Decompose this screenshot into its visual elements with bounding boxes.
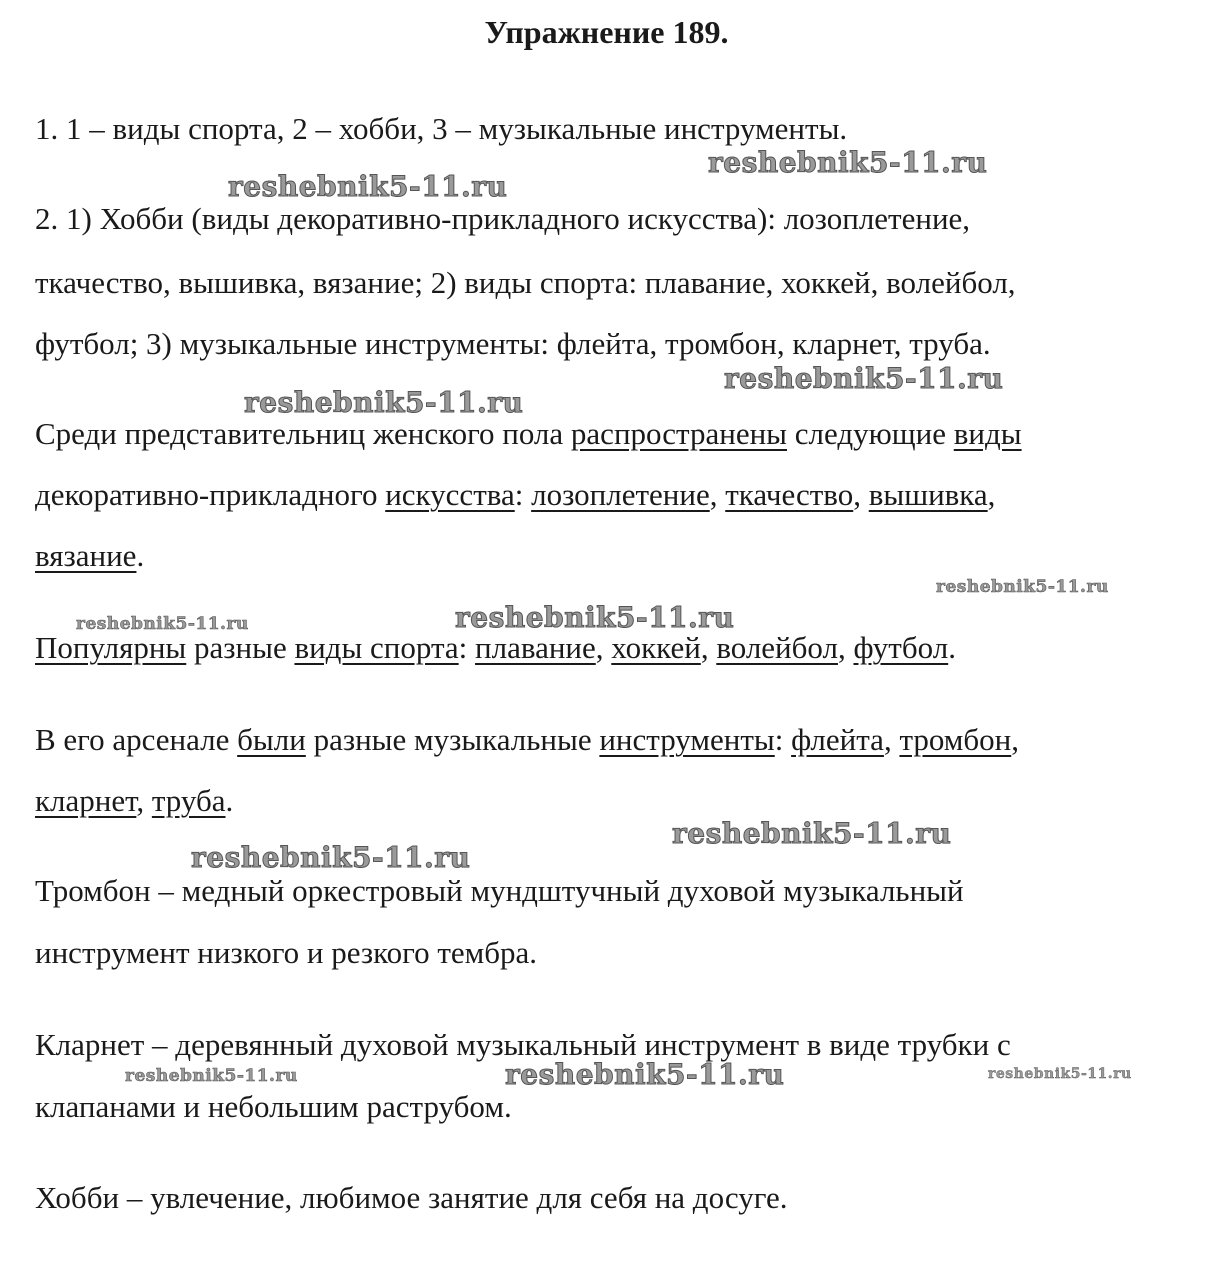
watermark: reshebnik5-11.ru [228, 170, 508, 203]
watermark: reshebnik5-11.ru [76, 614, 249, 634]
answer-1: 1. 1 – виды спорта, 2 – хобби, 3 – музыкальные инструменты. [35, 111, 848, 146]
watermark: reshebnik5-11.ru [988, 1066, 1132, 1082]
sentence-1-line-2: декоративно-прикладного искусства: лозоплетение, ткачество, вышивка, [35, 477, 996, 512]
watermark: reshebnik5-11.ru [672, 817, 952, 850]
page-title: Упражнение 189. [484, 14, 729, 50]
sentence-2: Популярны разные виды спорта: плавание, хоккей, волейбол, футбол. [35, 630, 956, 665]
watermark: reshebnik5-11.ru [936, 577, 1109, 597]
sentence-1-line-3: вязание. [35, 538, 145, 573]
definition-clarinet-line-1: Кларнет – деревянный духовой музыкальный инструмент в виде трубки с [35, 1027, 1011, 1062]
answer-2-line-1: 2. 1) Хобби (виды декоративно-прикладного искусства): лозоплетение, [35, 201, 971, 236]
definition-trombone-line-1: Тромбон – медный оркестровый мундштучный духовой музыкальный [35, 873, 964, 908]
definition-hobby: Хобби – увлечение, любимое занятие для себя на досуге. [35, 1180, 788, 1215]
watermark: reshebnik5-11.ru [455, 601, 735, 634]
watermark: reshebnik5-11.ru [505, 1058, 785, 1091]
definition-trombone-line-2: инструмент низкого и резкого тембра. [35, 935, 538, 970]
sentence-3-line-2: кларнет, труба. [35, 783, 234, 818]
watermark: reshebnik5-11.ru [244, 386, 524, 419]
answer-2-line-2: ткачество, вышивка, вязание; 2) виды спорта: плавание, хоккей, волейбол, [35, 265, 1016, 300]
watermark: reshebnik5-11.ru [125, 1066, 298, 1086]
sentence-3-line-1: В его арсенале были разные музыкальные инструменты: флейта, тромбон, [35, 722, 1020, 757]
watermark: reshebnik5-11.ru [191, 841, 471, 874]
sentence-1-line-1: Среди представительниц женского пола распространены следующие виды [35, 416, 1022, 451]
definition-clarinet-line-2: клапанами и небольшим раструбом. [35, 1089, 512, 1124]
watermark: reshebnik5-11.ru [724, 362, 1004, 395]
watermark: reshebnik5-11.ru [708, 146, 988, 179]
answer-2-line-3: футбол; 3) музыкальные инструменты: флейта, тромбон, кларнет, труба. [35, 326, 991, 361]
